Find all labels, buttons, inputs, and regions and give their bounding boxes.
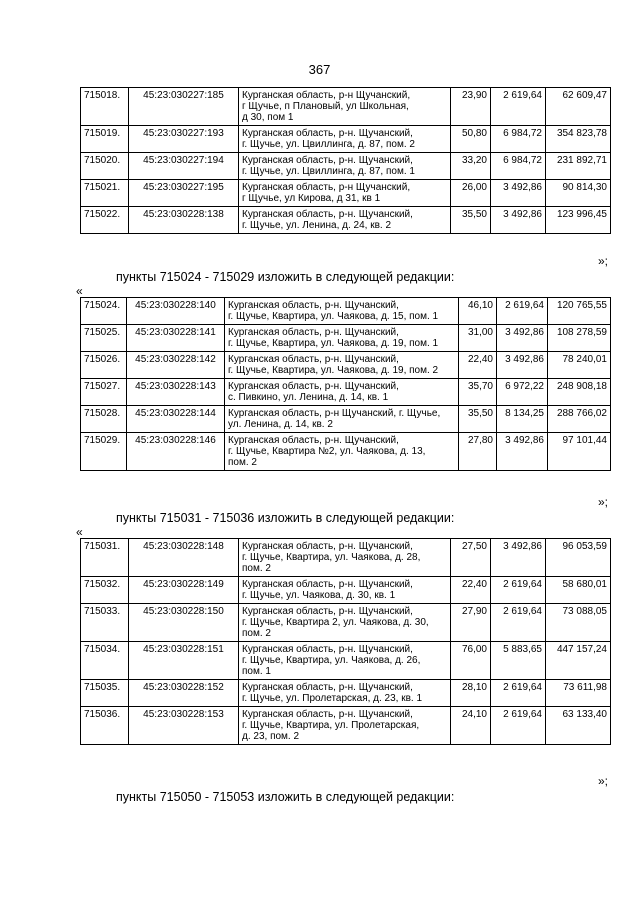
rate-cell: 3 492,86 <box>491 207 546 234</box>
row-number-cell: 715036. <box>81 707 129 745</box>
area-cell: 22,40 <box>451 577 491 604</box>
cadastral-number-cell: 45:23:030228:143 <box>127 379 225 406</box>
area-cell: 22,40 <box>459 352 497 379</box>
cadastral-number-cell: 45:23:030228:144 <box>127 406 225 433</box>
rate-cell: 2 619,64 <box>497 298 548 325</box>
address-cell: Курганская область, р-н. Щучанский, г. Щучье, Квартира №2, ул. Чаякова, д. 13, пом. 2 <box>225 433 459 471</box>
table-row <box>81 207 611 234</box>
rate-cell: 2 619,64 <box>491 88 546 126</box>
open-mark-1: « <box>76 284 83 298</box>
area-cell: 27,90 <box>451 604 491 642</box>
row-number-cell: 715021. <box>81 180 129 207</box>
cadastral-value-cell: 231 892,71 <box>546 153 611 180</box>
area-cell: 76,00 <box>451 642 491 680</box>
cadastral-value-cell: 447 157,24 <box>546 642 611 680</box>
row-number-cell: 715034. <box>81 642 129 680</box>
row-number-cell: 715035. <box>81 680 129 707</box>
cadastral-number-cell: 45:23:030228:140 <box>127 298 225 325</box>
address-cell: Курганская область, р-н. Щучанский, г. Щучье, Квартира, ул. Чаякова, д. 26, пом. 1 <box>239 642 451 680</box>
cadastral-number-cell: 45:23:030228:149 <box>129 577 239 604</box>
address-cell: Курганская область, р-н. Щучанский, г. Щучье, Квартира 2, ул. Чаякова, д. 30, пом. 2 <box>239 604 451 642</box>
row-number-cell: 715026. <box>81 352 127 379</box>
area-cell: 33,20 <box>451 153 491 180</box>
paragraph-2: пункты 715031 - 715036 изложить в следующей редакции: <box>116 511 455 525</box>
table-row <box>81 707 611 745</box>
table-row <box>81 325 611 352</box>
area-cell: 50,80 <box>451 126 491 153</box>
table-row <box>81 298 611 325</box>
table-row <box>81 577 611 604</box>
area-cell: 35,50 <box>451 207 491 234</box>
cadastral-number-cell: 45:23:030228:141 <box>127 325 225 352</box>
row-number-cell: 715031. <box>81 539 129 577</box>
row-number-cell: 715033. <box>81 604 129 642</box>
cadastral-value-cell: 62 609,47 <box>546 88 611 126</box>
cadastral-number-cell: 45:23:030227:194 <box>129 153 239 180</box>
cadastral-value-cell: 123 996,45 <box>546 207 611 234</box>
cadastral-number-cell: 45:23:030227:185 <box>129 88 239 126</box>
area-cell: 31,00 <box>459 325 497 352</box>
cadastral-value-cell: 120 765,55 <box>548 298 611 325</box>
rate-cell: 5 883,65 <box>491 642 546 680</box>
row-number-cell: 715018. <box>81 88 129 126</box>
cadastral-value-cell: 108 278,59 <box>548 325 611 352</box>
closing-mark-3: »; <box>597 774 608 788</box>
address-cell: Курганская область, р-н. Щучанский, г. Щучье, ул. Пролетарская, д. 23, кв. 1 <box>239 680 451 707</box>
address-cell: Курганская область, р-н. Щучанский, г. Щучье, ул. Ленина, д. 24, кв. 2 <box>239 207 451 234</box>
rate-cell: 3 492,86 <box>497 325 548 352</box>
rate-cell: 6 984,72 <box>491 126 546 153</box>
table-row <box>81 180 611 207</box>
row-number-cell: 715032. <box>81 577 129 604</box>
area-cell: 35,70 <box>459 379 497 406</box>
row-number-cell: 715029. <box>81 433 127 471</box>
area-cell: 28,10 <box>451 680 491 707</box>
address-cell: Курганская область, р-н. Щучанский, г. Щучье, ул. Цвиллинга, д. 87, пом. 1 <box>239 153 451 180</box>
row-number-cell: 715019. <box>81 126 129 153</box>
rate-cell: 8 134,25 <box>497 406 548 433</box>
cadastral-number-cell: 45:23:030228:152 <box>129 680 239 707</box>
area-cell: 27,50 <box>451 539 491 577</box>
area-cell: 35,50 <box>459 406 497 433</box>
table-row <box>81 126 611 153</box>
rate-cell: 6 972,22 <box>497 379 548 406</box>
cadastral-value-cell: 78 240,01 <box>548 352 611 379</box>
registry-table-3 <box>80 538 611 745</box>
table-row <box>81 406 611 433</box>
registry-table-2 <box>80 297 611 471</box>
closing-mark-2: »; <box>597 495 608 509</box>
rate-cell: 6 984,72 <box>491 153 546 180</box>
rate-cell: 2 619,64 <box>491 604 546 642</box>
cadastral-number-cell: 45:23:030227:195 <box>129 180 239 207</box>
row-number-cell: 715020. <box>81 153 129 180</box>
address-cell: Курганская область, р-н. Щучанский, г. Щучье, ул. Чаякова, д. 30, кв. 1 <box>239 577 451 604</box>
table-row <box>81 153 611 180</box>
rate-cell: 2 619,64 <box>491 577 546 604</box>
paragraph-3: пункты 715050 - 715053 изложить в следующей редакции: <box>116 790 455 804</box>
cadastral-value-cell: 97 101,44 <box>548 433 611 471</box>
page-number: 367 <box>308 62 331 77</box>
address-cell: Курганская область, р-н Щучанский, г Щучье, ул Кирова, д 31, кв 1 <box>239 180 451 207</box>
cadastral-value-cell: 96 053,59 <box>546 539 611 577</box>
row-number-cell: 715027. <box>81 379 127 406</box>
cadastral-number-cell: 45:23:030228:151 <box>129 642 239 680</box>
cadastral-value-cell: 354 823,78 <box>546 126 611 153</box>
area-cell: 27,80 <box>459 433 497 471</box>
table-row <box>81 642 611 680</box>
address-cell: Курганская область, р-н. Щучанский, г. Щучье, Квартира, ул. Чаякова, д. 15, пом. 1 <box>225 298 459 325</box>
address-cell: Курганская область, р-н. Щучанский, г. Щучье, Квартира, ул. Чаякова, д. 19, пом. 2 <box>225 352 459 379</box>
table-row <box>81 604 611 642</box>
cadastral-number-cell: 45:23:030227:193 <box>129 126 239 153</box>
cadastral-number-cell: 45:23:030228:138 <box>129 207 239 234</box>
address-cell: Курганская область, р-н. Щучанский, г. Щучье, Квартира, ул. Пролетарская, д. 23, пом. 2 <box>239 707 451 745</box>
area-cell: 46,10 <box>459 298 497 325</box>
cadastral-number-cell: 45:23:030228:153 <box>129 707 239 745</box>
address-cell: Курганская область, р-н. Щучанский, г. Щучье, Квартира, ул. Чаякова, д. 28, пом. 2 <box>239 539 451 577</box>
open-mark-2: « <box>76 525 83 539</box>
cadastral-value-cell: 90 814,30 <box>546 180 611 207</box>
rate-cell: 2 619,64 <box>491 680 546 707</box>
table-row <box>81 352 611 379</box>
row-number-cell: 715024. <box>81 298 127 325</box>
cadastral-value-cell: 248 908,18 <box>548 379 611 406</box>
paragraph-1: пункты 715024 - 715029 изложить в следующей редакции: <box>116 270 455 284</box>
row-number-cell: 715028. <box>81 406 127 433</box>
address-cell: Курганская область, р-н. Щучанский, г. Щучье, Квартира, ул. Чаякова, д. 19, пом. 1 <box>225 325 459 352</box>
address-cell: Курганская область, р-н. Щучанский, г. Щучье, ул. Цвиллинга, д. 87, пом. 2 <box>239 126 451 153</box>
cadastral-value-cell: 73 088,05 <box>546 604 611 642</box>
area-cell: 26,00 <box>451 180 491 207</box>
area-cell: 23,90 <box>451 88 491 126</box>
cadastral-value-cell: 63 133,40 <box>546 707 611 745</box>
table-row <box>81 379 611 406</box>
table-row <box>81 433 611 471</box>
cadastral-value-cell: 58 680,01 <box>546 577 611 604</box>
table-row <box>81 680 611 707</box>
row-number-cell: 715022. <box>81 207 129 234</box>
address-cell: Курганская область, р-н Щучанский, г Щучье, п Плановый, ул Школьная, д 30, пом 1 <box>239 88 451 126</box>
cadastral-number-cell: 45:23:030228:150 <box>129 604 239 642</box>
registry-table-1 <box>80 87 611 234</box>
address-cell: Курганская область, р-н. Щучанский, с. Пивкино, ул. Ленина, д. 14, кв. 1 <box>225 379 459 406</box>
address-cell: Курганская область, р-н Щучанский, г. Щучье, ул. Ленина, д. 14, кв. 2 <box>225 406 459 433</box>
closing-mark-1: »; <box>597 254 608 268</box>
row-number-cell: 715025. <box>81 325 127 352</box>
rate-cell: 2 619,64 <box>491 707 546 745</box>
area-cell: 24,10 <box>451 707 491 745</box>
cadastral-value-cell: 288 766,02 <box>548 406 611 433</box>
cadastral-number-cell: 45:23:030228:142 <box>127 352 225 379</box>
rate-cell: 3 492,86 <box>491 539 546 577</box>
table-row <box>81 539 611 577</box>
cadastral-value-cell: 73 611,98 <box>546 680 611 707</box>
rate-cell: 3 492,86 <box>497 433 548 471</box>
rate-cell: 3 492,86 <box>491 180 546 207</box>
rate-cell: 3 492,86 <box>497 352 548 379</box>
table-row <box>81 88 611 126</box>
cadastral-number-cell: 45:23:030228:148 <box>129 539 239 577</box>
cadastral-number-cell: 45:23:030228:146 <box>127 433 225 471</box>
